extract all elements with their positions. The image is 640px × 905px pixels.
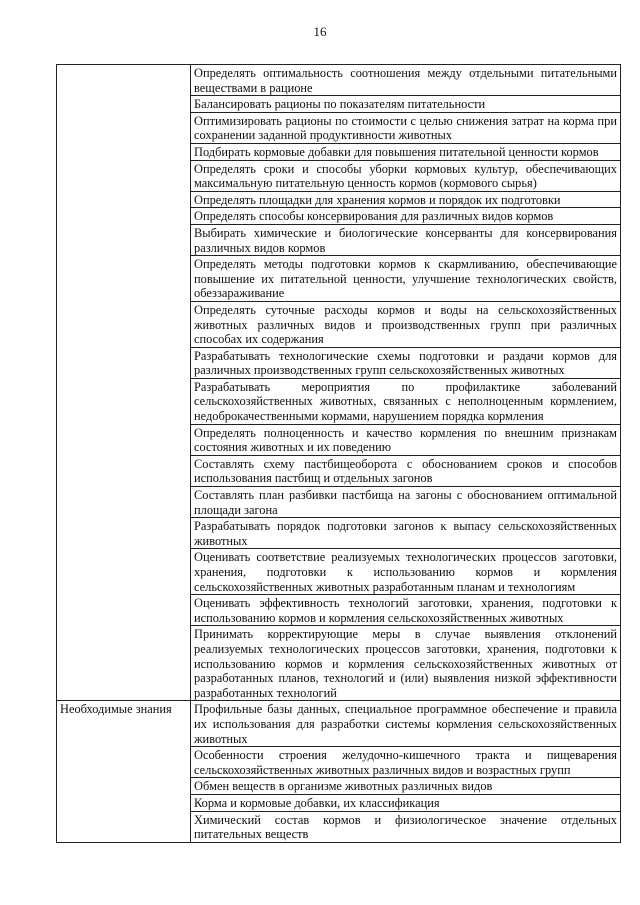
table-body [57, 65, 621, 843]
requirement-item: Определять площадки для хранения кормов и порядок их подготовки [191, 191, 621, 208]
requirement-item: Оценивать соответствие реализуемых технологических процессов заготовки, хранения, подготовки к использованию кормов и кормления сельскохозяйственных животных разработанным планам и технологиям [191, 549, 621, 595]
requirement-item: Определять полноценность и качество кормления по внешним признакам состояния животных и их поведению [191, 424, 621, 455]
requirement-item: Разрабатывать мероприятия по профилактике заболеваний сельскохозяйственных животных, связанных с неполноценным кормлением, недоброкачественными кормами, нарушением порядка кормления [191, 378, 621, 424]
section-label [57, 65, 191, 701]
requirement-item: Разрабатывать порядок подготовки загонов к выпасу сельскохозяйственных животных [191, 518, 621, 549]
page-number: 16 [313, 24, 327, 39]
requirement-item: Оптимизировать рационы по стоимости с целью снижения затрат на корма при сохранении заданной продуктивности животных [191, 112, 621, 143]
requirement-item: Определять суточные расходы кормов и воды на сельскохозяйственных животных различных видов и производственных групп при различных способах их содержания [191, 301, 621, 347]
requirement-item: Корма и кормовые добавки, их классификация [191, 794, 621, 811]
requirement-item: Подбирать кормовые добавки для повышения питательной ценности кормов [191, 143, 621, 160]
requirement-item: Особенности строения желудочно-кишечного тракта и пищеварения сельскохозяйственных животных различных видов и возрастных групп [191, 747, 621, 778]
requirement-item: Определять оптимальность соотношения между отдельными питательными веществами в рационе [191, 65, 621, 96]
requirement-item: Профильные базы данных, специальное программное обеспечение и правила их использования для разработки системы кормления сельскохозяйственных животных [191, 701, 621, 747]
requirements-table [56, 64, 621, 843]
section-label: Необходимые знания [57, 701, 191, 842]
table-row [57, 701, 621, 747]
requirement-item: Определять методы подготовки кормов к скармливанию, обеспечивающие повышение их питательной ценности, улучшение технологических свойств, обеззараживание [191, 256, 621, 302]
requirement-item: Составлять схему пастбищеоборота с обоснованием сроков и способов использования пастбищ и отдельных загонов [191, 455, 621, 486]
requirement-item: Оценивать эффективность технологий заготовки, хранения, подготовки к использованию кормов и кормления сельскохозяйственных животных [191, 595, 621, 626]
requirement-item: Балансировать рационы по показателям питательности [191, 96, 621, 113]
requirement-item: Составлять план разбивки пастбища на загоны с обоснованием оптимальной площади загона [191, 487, 621, 518]
requirement-item: Выбирать химические и биологические консерванты для консервирования различных видов кормов [191, 224, 621, 255]
requirement-item: Обмен веществ в организме животных различных видов [191, 778, 621, 795]
table-row [57, 65, 621, 96]
requirement-item: Разрабатывать технологические схемы подготовки и раздачи кормов для различных производственных групп сельскохозяйственных животных [191, 347, 621, 378]
requirement-item: Определять сроки и способы уборки кормовых культур, обеспечивающих максимальную питательную ценность кормов (кормового сырья) [191, 160, 621, 191]
requirement-item: Химический состав кормов и физиологическое значение отдельных питательных веществ [191, 811, 621, 842]
requirement-item: Принимать корректирующие меры в случае выявления отклонений реализуемых технологических процессов заготовки, хранения, подготовки к использованию кормов и кормления сельскохозяйственных животных от разработанных планов, технологий и (или) выявления низкой эффективности разработанных технологий [191, 626, 621, 701]
requirement-item: Определять способы консервирования для различных видов кормов [191, 208, 621, 225]
